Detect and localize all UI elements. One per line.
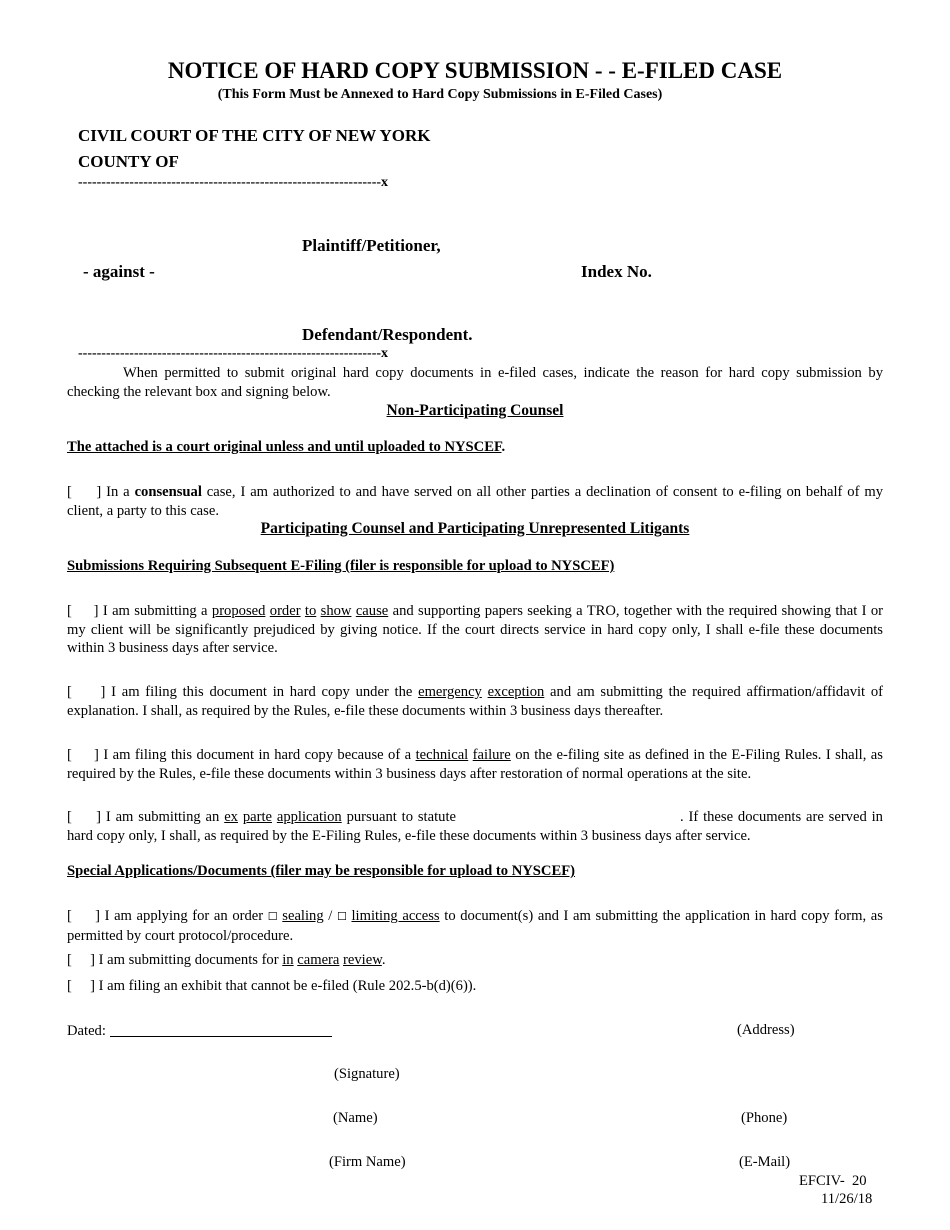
item-bold-text: consensual xyxy=(134,484,202,500)
checkbox[interactable]: [ ] xyxy=(67,603,99,619)
defendant-label: Defendant/Respondent. xyxy=(302,325,473,344)
item-underlined: technical xyxy=(415,747,469,763)
emergency-item xyxy=(67,683,883,720)
item-underlined: application xyxy=(276,809,342,825)
item-underlined: to xyxy=(304,603,317,619)
item-text: In a xyxy=(106,484,130,500)
special-applications-subheading: Special Applications/Documents (filer may be responsible for upload to NYSCEF) xyxy=(67,863,575,879)
item-text: and am submitting the required affirmation/affidavit of explanation. I shall, as required by the Rules, e-file these documents within 3 business days thereafter. xyxy=(67,684,883,719)
court-original-period: . xyxy=(501,439,506,455)
item-text: pursuant to statute xyxy=(346,809,456,825)
item-text: I am submitting documents for xyxy=(98,952,279,968)
address-label: (Address) xyxy=(737,1022,795,1038)
item-text: . If these documents are served in hard copy only, I shall, as required by the E-Filing Rules, e-file these documents within 3 business days after service. xyxy=(67,809,883,844)
item-underlined: failure xyxy=(472,747,511,763)
phone-label: (Phone) xyxy=(741,1110,788,1126)
item-text: and supporting papers seeking a TRO, together with the required showing that I or my client will be significantly prejudiced by giving notice. If the court directs service in hard copy only, I shall e-file these documents within 3 business days after service. xyxy=(67,603,883,656)
court-original-text: The attached is a court original unless and until uploaded to NYSCEF xyxy=(67,439,502,455)
item-underlined: cause xyxy=(355,603,389,619)
item-text: . xyxy=(381,952,386,968)
dated-field xyxy=(67,1022,332,1040)
item-underlined: ex xyxy=(224,809,238,825)
checkbox[interactable]: [ ] xyxy=(67,747,99,763)
item-text: case, I am authorized to and have served on all other parties a declination of consent to e-filing on behalf of my client, a party to this case. xyxy=(67,484,883,519)
limiting-access-checkbox-icon[interactable]: ☐ xyxy=(336,910,347,923)
item-text: on the e-filing site as defined in the E-Filing Rules. I shall, as required by the Rules, e-file these documents within 3 business days after restoration of normal operations at the site. xyxy=(67,747,883,782)
item-underlined: proposed xyxy=(211,603,266,619)
sealing-checkbox-icon[interactable]: ☐ xyxy=(267,910,278,923)
court-name: CIVIL COURT OF THE CITY OF NEW YORK xyxy=(78,126,431,145)
item-underlined: review xyxy=(343,952,382,968)
item-text: I am filing an exhibit that cannot be e-filed (Rule 202.5-b(d)(6)). xyxy=(98,978,477,994)
technical-failure-item xyxy=(67,746,883,783)
intro-paragraph: When permitted to submit original hard copy documents in e-filed cases, indicate the reason for hard copy submission by checking the relevant box and signing below. xyxy=(67,365,883,400)
exhibit-item xyxy=(67,977,883,996)
dated-input-line[interactable] xyxy=(110,1022,332,1037)
tro-item xyxy=(67,602,883,658)
consensual-item xyxy=(67,483,883,520)
item-text: I am filing this document in hard copy because of a xyxy=(103,747,412,763)
firm-name-label: (Firm Name) xyxy=(329,1154,406,1170)
index-no-label: Index No. xyxy=(581,262,652,281)
ex-parte-item xyxy=(67,808,883,845)
item-underlined: exception xyxy=(487,684,545,700)
plaintiff-label: Plaintiff/Petitioner, xyxy=(302,236,441,255)
item-text: I am submitting an xyxy=(105,809,220,825)
item-underlined: limiting access xyxy=(351,908,440,924)
caption-divider-top: -----------------------------------------------------------------x xyxy=(78,175,389,190)
subsequent-efiling-subheading: Submissions Requiring Subsequent E-Filing (filer is responsible for upload to NYSCEF) xyxy=(67,558,615,574)
item-underlined: in xyxy=(282,952,294,968)
name-label: (Name) xyxy=(333,1110,378,1126)
item-underlined: camera xyxy=(297,952,340,968)
form-id: EFCIV- 20 xyxy=(799,1173,867,1189)
sealing-item xyxy=(67,907,883,945)
non-participating-heading: Non-Participating Counsel xyxy=(386,402,564,419)
court-original-statement xyxy=(67,439,505,456)
checkbox[interactable]: [ ] xyxy=(67,684,106,700)
item-underlined: emergency xyxy=(418,684,482,700)
county-label: COUNTY OF xyxy=(78,152,179,171)
signature-label: (Signature) xyxy=(334,1066,400,1082)
form-subtitle: (This Form Must be Annexed to Hard Copy Submissions in E-Filed Cases) xyxy=(217,87,663,102)
email-label: (E-Mail) xyxy=(739,1154,791,1170)
form-date: 11/26/18 xyxy=(821,1191,873,1207)
checkbox[interactable]: [ ] xyxy=(67,952,95,968)
checkbox[interactable]: [ ] xyxy=(67,809,101,825)
item-text: I am submitting a xyxy=(102,603,208,619)
in-camera-item xyxy=(67,951,883,970)
item-underlined: parte xyxy=(242,809,272,825)
item-underlined: show xyxy=(320,603,352,619)
item-underlined: sealing xyxy=(282,908,324,924)
item-text: to document(s) and I am submitting the application in hard copy form, as permitted by court protocol/procedure. xyxy=(67,908,883,944)
item-underlined: order xyxy=(269,603,301,619)
against-label: - against - xyxy=(83,262,155,281)
item-text: I am applying for an order xyxy=(104,908,264,924)
item-text: I am filing this document in hard copy under the xyxy=(111,684,413,700)
caption-divider-bottom: -----------------------------------------------------------------x xyxy=(78,346,389,361)
checkbox[interactable]: [ ] xyxy=(67,484,102,500)
participating-heading: Participating Counsel and Participating Unrepresented Litigants xyxy=(260,520,690,537)
dated-label: Dated: xyxy=(67,1023,106,1039)
item-text: / xyxy=(328,908,333,924)
checkbox[interactable]: [ ] xyxy=(67,908,100,924)
form-title: NOTICE OF HARD COPY SUBMISSION - - E-FILED CASE xyxy=(167,58,783,83)
checkbox[interactable]: [ ] xyxy=(67,978,95,994)
